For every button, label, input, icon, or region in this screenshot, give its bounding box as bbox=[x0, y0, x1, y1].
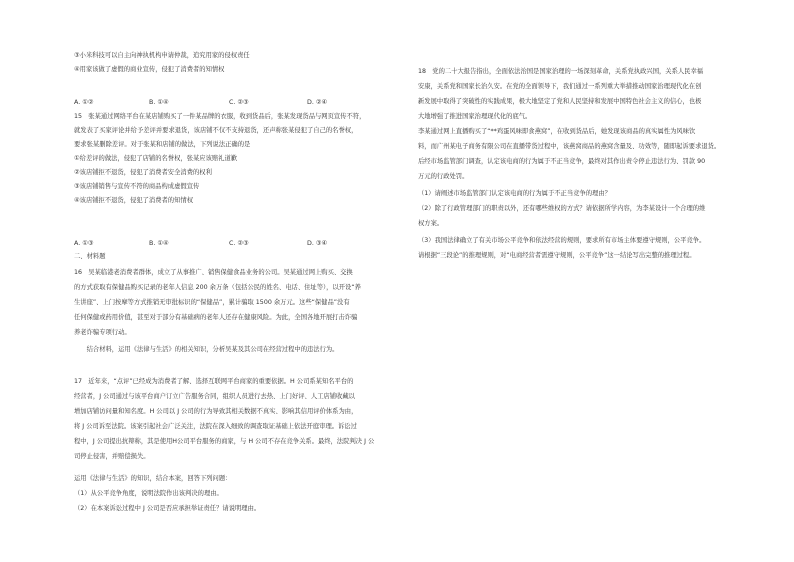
q14-choice-b: B. ①④ bbox=[149, 99, 169, 106]
q18-line: 料，而广州某电子商务有限公司在直播带货过程中，该燕窝商品的燕窝含量及、功效等，随即起诉要求退货。 bbox=[418, 143, 721, 150]
q14-option-4: ④用家该做了虚假的商业宣传，侵犯了消费者的知情权 bbox=[74, 66, 225, 73]
q15-option: ③该店铺销售与宣传不符的商品构成虚假宣传 bbox=[74, 183, 200, 190]
q15-line: 就发表了买家评论并给予差评并要求退货，该店铺不仅不支持退货，还声称张某侵犯了自己的名誉权， bbox=[74, 127, 358, 134]
q17-line: 将 J 公司诉至法院。该案引起社会广泛关注，法院在深入细致的调查取证基础上依法开庭审理。诉讼过 bbox=[74, 423, 357, 430]
q17-subquestion-2: （2）在本案诉讼过程中 J 公司是否应承担举证责任？请说明理由。 bbox=[74, 505, 261, 512]
q16-line: 生讲座”、上门按摩等方式推销无审批标识的“保健品”，累计骗取 1500 余万元。这些“保健品”没有 bbox=[74, 299, 350, 306]
q14-choice-c: C. ②③ bbox=[229, 99, 249, 106]
q18-line: 后经市场监管部门调查，认定该电商的行为属于不正当竞争，最终对其作出责令停止违法行为、罚款 90 bbox=[418, 158, 706, 165]
q15-choice-c: C. ②③ bbox=[229, 240, 249, 247]
q16-line: 16 吴某临港老消费者群体，成立了从事推广、销售保健食品业务的公司。吴某通过网上购买、交换 bbox=[74, 269, 353, 276]
q18-line: 18 党的二十大报告指出，全面依法治国是国家治理的一场深刻革命，关系党执政兴国，关系人民幸福 bbox=[418, 68, 704, 75]
q15-choice-a: A. ①③ bbox=[74, 240, 94, 247]
q15-option: ②该店铺拒不退货，侵犯了消费者安全消费的权利 bbox=[74, 169, 212, 176]
q14-choice-d: D. ②④ bbox=[307, 99, 328, 106]
q18-subquestion-3: （3）我国法律确立了有关市场公平竞争和依法经营的规则，要求所有市场主体要遵守规则，公平竞争。 bbox=[418, 237, 706, 244]
q17-line: 17 近年来，“点评”已经成为消费者了解、选择互联网平台商家的重要依据。H 公司系某知名平台的 bbox=[74, 378, 354, 385]
q15-choice-d: D. ③④ bbox=[307, 240, 328, 247]
q16-line: 养老诈骗专项行动。 bbox=[74, 329, 131, 336]
q17-prompt: 运用《法律与生活》的知识，结合本案，回答下列问题： bbox=[74, 475, 232, 482]
q18-line: 大地增强了推进国家治理现代化的底气。 bbox=[418, 113, 532, 120]
q18-subquestion-3-cont: 请根据“三段论”的推理规则，对“电商经营者需遵守规则，公平竞争”这一结论写出完整的推理过程。 bbox=[418, 252, 696, 259]
q18-subquestion-1: （1）请阐述市场监管部门认定该电商的行为属于不正当竞争的理由？ bbox=[418, 190, 611, 197]
q18-line: 安康，关系党和国家长治久安。在党的全面领导下，我们通过一系列重大举措推动国家治理现代化在创 bbox=[418, 83, 702, 90]
q15-line: 15 张某通过网络平台在某店铺购买了一件某品牌的衣服，收到货品后，张某发现货品与网页宣传不符， bbox=[74, 113, 366, 120]
q17-line: 增加店铺访问量和知名度。H 公司以 J 公司的行为导致其相关数据不真实、影响其信用评价体系为由， bbox=[74, 408, 358, 415]
q14-choice-a: A. ①② bbox=[74, 99, 94, 106]
q18-subquestion-2-cont: 权方案。 bbox=[418, 220, 444, 227]
q16-prompt: 结合材料，运用《法律与生活》的相关知识，分析吴某及其公司在经营过程中的违法行为。 bbox=[74, 346, 339, 353]
q18-line: 新发展中取得了突破性的实践成果，极大地坚定了党和人民坚持和发展中国特色社会主义的信心，也极 bbox=[418, 98, 702, 105]
q18-line: 李某通过网上直播购买了“**鸡蛋风味即食燕窝”，在收到货品后，她发现该商品的真实属性为风味饮 bbox=[418, 128, 696, 135]
section-title: 二、材料题 bbox=[74, 253, 106, 260]
q15-option: ①给差评的做法，侵犯了店铺的名誉权，张某应该赔礼道歉 bbox=[74, 155, 238, 162]
q16-line: 的方式获取有保健品购买记录的老年人信息 200 余万条（包括公民的姓名、电话、住址等），以开设“养 bbox=[74, 284, 361, 291]
q18-line: 万元的行政处罚。 bbox=[418, 173, 469, 180]
q17-line: 司停止侵害，并赔偿损失。 bbox=[74, 453, 150, 460]
q15-line: 要求张某删除差评。对于张某和店铺的做法，下列说法正确的是 bbox=[74, 141, 251, 148]
q16-line: 任何保健或药用价值，甚至对于部分有基础病的老年人还存在健康风险。为此，全国各地开展打击诈骗 bbox=[74, 314, 358, 321]
q18-subquestion-2: （2）除了行政管理部门的职责以外，还有哪些维权的方式？请依据所学内容，为李某设计一个合理的维 bbox=[418, 205, 706, 212]
q15-option: ④该店铺拒不退货，侵犯了消费者的知情权 bbox=[74, 197, 193, 204]
q17-line: 程中，J 公司提出抗辩称，其是使用H公司平台服务的商家，与 H 公司不存在竞争关系。最终，法院判决 J 公 bbox=[74, 438, 375, 445]
q17-line: 经营者，J 公司通过与该平台商户订立广告服务合同，组织人员进行去热、上门好评、人工店铺收藏以 bbox=[74, 393, 355, 400]
q14-option-3: ③小米科技可以自主向神执机构申请仲裁，追究用家的侵权责任 bbox=[74, 52, 250, 59]
q17-subquestion-1: （1）从公平竞争角度，说明法院作出该判决的理由。 bbox=[74, 490, 223, 497]
q15-choice-b: B. ①④ bbox=[149, 240, 169, 247]
